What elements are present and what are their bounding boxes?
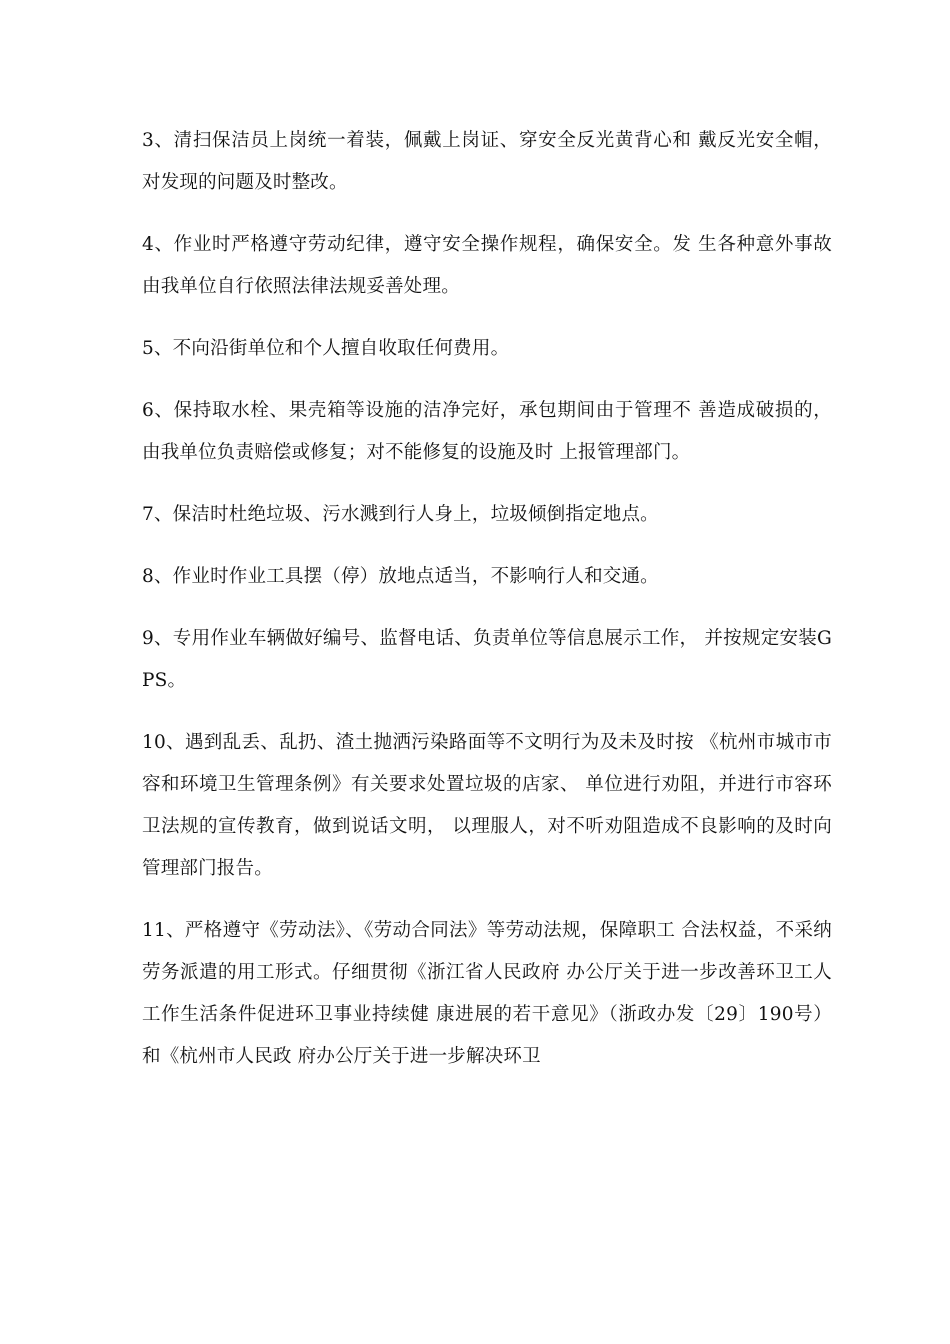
paragraph-item-4: 4、作业时严格遵守劳动纪律，遵守安全操作规程，确保安全。发 生各种意外事故由我单位自行依照法律法规妥善处理。 — [142, 234, 832, 297]
paragraph-item-7: 7、保洁时杜绝垃圾、污水溅到行人身上，垃圾倾倒指定地点。 — [142, 504, 659, 525]
paragraph-item-6: 6、保持取水栓、果壳箱等设施的洁净完好，承包期间由于管理不 善造成破损的，由我单位负责赔偿或修复；对不能修复的设施及时 上报管理部门。 — [142, 400, 832, 463]
paragraph-item-11: 11、严格遵守《劳动法》、《劳动合同法》等劳动法规，保障职工 合法权益，不采纳劳务派遣的用工形式。仔细贯彻《浙江省人民政府 办公厅关于进一步改善环卫工人工作生活条件促进环卫事业持续健 康进展的若干意见》（浙政办发〔29〕190号）和《杭州市人民政 府办公厅关于进一步解决环卫 — [142, 920, 832, 1067]
paragraph-item-9: 9、专用作业车辆做好编号、监督电话、负责单位等信息展示工作， 并按规定安装GPS。 — [142, 628, 832, 691]
paragraph-item-3: 3、清扫保洁员上岗统一着装，佩戴上岗证、穿安全反光黄背心和 戴反光安全帽，对发现的问题及时整改。 — [142, 130, 832, 193]
document-body — [142, 120, 832, 1098]
paragraph-item-8: 8、作业时作业工具摆（停）放地点适当，不影响行人和交通。 — [142, 566, 659, 587]
paragraph-item-10: 10、遇到乱丢、乱扔、渣土抛洒污染路面等不文明行为及未及时按 《杭州市城市市容和环境卫生管理条例》有关要求处置垃圾的店家、 单位进行劝阻，并进行市容环卫法规的宣传教育，做到说话文明， 以理服人，对不听劝阻造成不良影响的及时向管理部门报告。 — [142, 732, 832, 879]
paragraph-item-5: 5、不向沿街单位和个人擅自收取任何费用。 — [142, 338, 510, 359]
